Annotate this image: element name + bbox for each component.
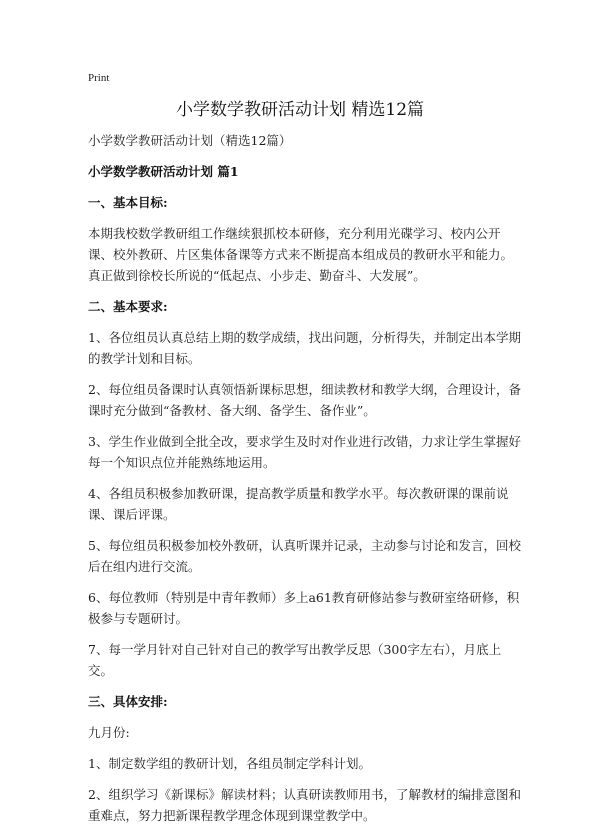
month-label: 九月份:	[88, 725, 130, 740]
requirement-item: 5、每位组员积极参加校外教研，认真听课并记录，主动参与讨论和发言，回校后在组内进行交流。	[88, 538, 521, 574]
document-body	[88, 130, 524, 836]
requirement-item: 1、各位组员认真总结上期的数学成绩，找出问题，分析得失，并制定出本学期的教学计划和目标。	[88, 330, 521, 366]
heading-arrangements: 三、具体安排:	[88, 694, 168, 709]
requirement-item: 7、每一学月针对自己针对自己的教学写出教学反思（300字左右），月底上交。	[88, 642, 502, 678]
goal-paragraph: 本期我校数学教研组工作继续狠抓校本研修，充分利用光碟学习、校内公开课、校外教研、片区集体备课等方式来不断提高本组成员的教研水平和能力。真正做到徐校长所说的“低起点、小步走、勤奋斗、大发展”。	[88, 226, 514, 283]
print-link[interactable]: Print	[88, 72, 110, 84]
arrangement-item: 1、制定数学组的教研计划，各组员制定学科计划。	[88, 756, 371, 771]
heading-basic-requirements: 二、基本要求:	[88, 299, 168, 314]
arrangement-item: 2、组织学习《新课标》解读材料；认真研读教师用书，了解教材的编排意图和重难点，努力把新课程教学理念体现到课堂教学中。	[88, 787, 521, 823]
requirement-item: 3、学生作业做到全批全改，要求学生及时对作业进行改错，力求让学生掌握好每一个知识点位并能熟练地运用。	[88, 434, 521, 470]
section-title: 小学数学教研活动计划 篇1	[88, 164, 239, 179]
heading-basic-goals: 一、基本目标:	[88, 195, 168, 210]
requirement-item: 2、每位组员备课时认真领悟新课标思想，细读教材和教学大纲，合理设计，备课时充分做到“备教材、备大纲、备学生、备作业”。	[88, 382, 521, 418]
document-subtitle: 小学数学教研活动计划（精选12篇）	[88, 133, 292, 148]
page-title: 小学数学教研活动计划 精选12篇	[175, 100, 425, 120]
requirement-item: 6、每位教师（特别是中青年教师）多上a61教育研修站参与教研室络研修，积极参与专题研讨。	[88, 590, 520, 626]
requirement-item: 4、各组员积极参加教研课，提高教学质量和教学水平。每次教研课的课前说课、课后评课。	[88, 486, 509, 522]
